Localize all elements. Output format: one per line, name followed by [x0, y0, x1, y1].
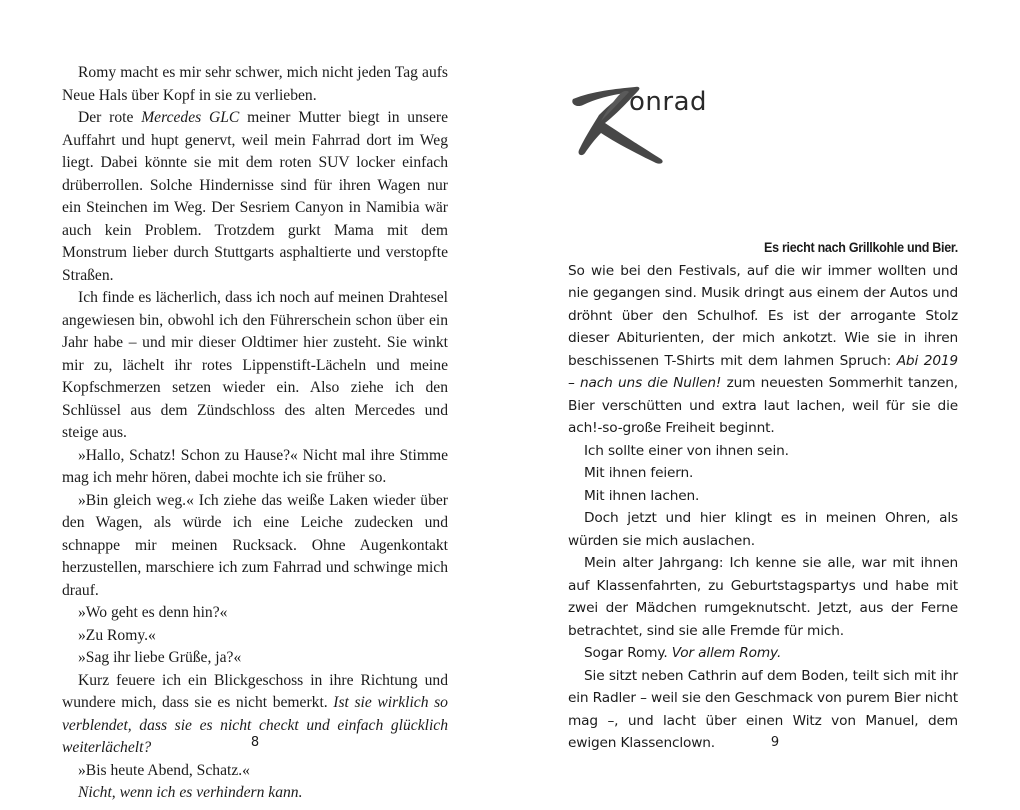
text-run: Romy macht es mir sehr schwer, mich nicht jeden Tag aufs Neue Hals über Kopf in sie zu verlieben. — [62, 64, 448, 104]
page-number-left: 8 — [250, 735, 260, 750]
paragraph — [568, 260, 958, 440]
text-run: »Bin gleich weg.« Ich ziehe das weiße Laken wieder über den Wagen, als würde ich eine Leiche zudecken und schnappe mir meinen Rucksack. Ohne Augenkontakt herzustellen, marschiere ich zum Fahrrad und schwinge mich drauf. — [62, 491, 448, 599]
paragraph — [568, 642, 958, 665]
opening-line: Es riecht nach Grillkohle und Bier. — [764, 240, 958, 255]
paragraph — [568, 552, 958, 642]
left-page-body — [62, 62, 448, 805]
text-run: zum neuesten Sommerhit tanzen, Bier verschütten und extra laut lachen, weil für sie die ach!-so-große Freiheit beginnt. — [568, 375, 958, 436]
paragraph — [62, 490, 448, 603]
text-run: »Wo geht es denn hin?« — [78, 604, 228, 621]
paragraph — [62, 647, 448, 670]
paragraph — [568, 440, 958, 463]
paragraph — [62, 760, 448, 783]
paragraph — [62, 62, 448, 107]
text-run: Mit ihnen lachen. — [584, 487, 700, 504]
chapter-title-logo — [565, 75, 735, 175]
page-number-right: 9 — [770, 735, 780, 750]
paragraph — [62, 445, 448, 490]
paragraph — [568, 485, 958, 508]
text-run: Kurz feuere ich ein Blickgeschoss in ihre Richtung und wundere mich, dass sie es nicht bemerkt. — [62, 671, 448, 711]
paragraph — [62, 625, 448, 648]
italic-text: Nicht, wenn ich es verhindern kann. — [78, 784, 303, 801]
paragraph — [62, 287, 448, 445]
text-run: Der rote — [78, 109, 142, 126]
chapter-title: onrad — [629, 87, 708, 117]
paragraph — [568, 507, 958, 552]
text-run: »Hallo, Schatz! Schon zu Hause?« Nicht mal ihre Stimme mag ich mehr hören, dabei mochte ich sie früher so. — [62, 446, 448, 486]
text-run: Mein alter Jahrgang: Ich kenne sie alle, war mit ihnen auf Klassenfahrten, zu Geburtstagspartys und habe mit zwei der Mädchen rumgeknutscht. Jetzt, aus der Ferne betrachtet, sind sie alle Fremde für mich. — [568, 555, 958, 639]
text-run: So wie bei den Festivals, auf die wir immer wollten und nie gegangen sind. Musik dringt aus einem der Autos und dröhnt über den Schulhof. Es ist der arrogante Stolz dieser Abiturienten, der mich ankotzt. Wie sie in ihren beschissenen T-Shirts mit dem lahmen Spruch: — [568, 262, 958, 369]
text-run: Ich finde es lächerlich, dass ich noch auf meinen Drahtesel angewiesen bin, obwohl ich den Führerschein schon über ein Jahr habe – und mir dieser Oldtimer hier zusteht. Sie winkt mir zu, lächelt ihr rotes Lippenstift-Lächeln und meine Kopfschmerzen setzen wieder ein. Also ziehe ich den Schlüssel aus dem Zündschloss des alten Mercedes und steige aus. — [62, 289, 448, 441]
paragraph — [62, 782, 448, 805]
text-run: Mit ihnen feiern. — [584, 465, 694, 481]
italic-text: Vor allem Romy. — [671, 645, 782, 661]
text-run: meiner Mutter biegt in unsere Auffahrt und hupt genervt, weil mein Fahrrad dort im Weg liegt. Dabei könnte sie mit dem roten SUV locker einfach drüberrollen. Solche Hindernisse sind für ihren Wagen nur ein Steinchen im Weg. Der Sesriem Canyon in Namibia wär auch kein Problem. Trotzdem gurkt Mama mit dem Monstrum lieber durch Stuttgarts asphaltierte und verstopfte Straßen. — [62, 109, 449, 284]
text-run: Sogar Romy. — [584, 645, 672, 661]
text-run: »Sag ihr liebe Grüße, ja?« — [78, 649, 242, 666]
text-run: Ich sollte einer von ihnen sein. — [584, 442, 789, 459]
paragraph — [62, 602, 448, 625]
italic-text: Ist sie wirklich so verblendet, dass sie es nicht checkt und einfach glücklich weiterlächelt? — [62, 694, 448, 756]
paragraph — [568, 462, 958, 485]
text-run: Doch jetzt und hier klingt es in meinen Ohren, als würden sie mich auslachen. — [568, 510, 958, 549]
right-page — [510, 0, 1020, 810]
text-run: Sie sitzt neben Cathrin auf dem Boden, teilt sich mit ihr ein Radler – weil sie den Geschmack von purem Bier nicht mag –, und lacht über einen Witz von Manuel, dem ewigen Klassenclown. — [568, 667, 958, 751]
paragraph — [62, 107, 448, 287]
text-run: »Zu Romy.« — [78, 626, 156, 644]
italic-text: Mercedes GLC — [141, 109, 240, 126]
text-run: »Bis heute Abend, Schatz.« — [78, 761, 250, 779]
right-page-body — [568, 237, 958, 755]
italic-text: Abi 2019 – nach uns die Nullen! — [568, 352, 958, 391]
